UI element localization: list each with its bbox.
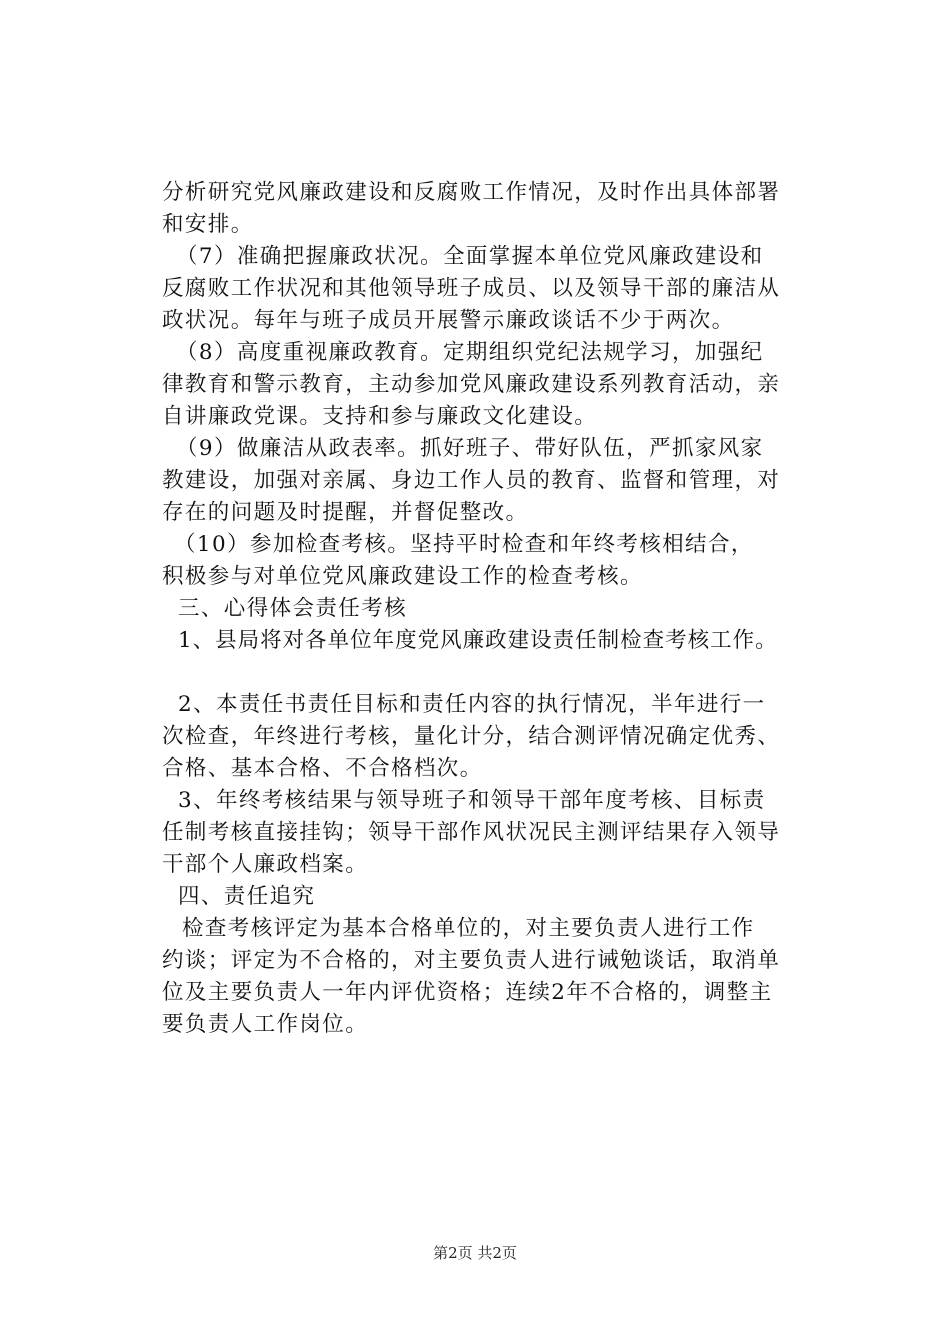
text-line: 要负责人工作岗位。 [162,1012,369,1037]
text-line: （7）准确把握廉政状况。全面掌握本单位党风廉政建设和 [176,244,764,269]
text-line: 任制考核直接挂钩；领导干部作风状况民主测评结果存入领导 [162,820,781,845]
text-line: 检查考核评定为基本合格单位的，对主要负责人进行工作 [182,916,755,941]
text-line: 3、年终考核结果与领导班子和领导干部年度考核、目标责 [178,788,766,813]
text-line: 政状况。每年与班子成员开展警示廉政谈话不少于两次。 [162,308,735,333]
text-line: 合格、基本合格、不合格档次。 [162,756,483,781]
section-heading: 三、心得体会责任考核 [178,596,408,621]
text-line: （10）参加检查考核。坚持平时检查和年终考核相结合， [174,532,754,557]
text-line: 教建设，加强对亲属、身边工作人员的教育、监督和管理，对 [162,468,781,493]
text-line: 干部个人廉政档案。 [162,852,369,877]
page-number-footer: 第2页 共2页 [433,1244,517,1262]
text-line: 次检查，年终进行考核，量化计分，结合测评情况确定优秀、 [162,724,781,749]
text-line: （9）做廉洁从政表率。抓好班子、带好队伍，严抓家风家 [176,436,764,461]
text-line: 自讲廉政党课。支持和参与廉政文化建设。 [162,404,598,429]
text-line: 1、县局将对各单位年度党风廉政建设责任制检查考核工作。 [178,628,778,653]
text-line: 积极参与对单位党风廉政建设工作的检查考核。 [162,564,643,589]
text-line: 约谈；评定为不合格的，对主要负责人进行诫勉谈话，取消单 [162,948,781,973]
text-line: 分析研究党风廉政建设和反腐败工作情况，及时作出具体部署 [162,180,781,205]
text-line: （8）高度重视廉政教育。定期组织党纪法规学习，加强纪 [176,340,764,365]
text-line: 存在的问题及时提醒，并督促整改。 [162,500,529,525]
section-heading: 四、责任追究 [178,884,316,909]
text-line: 位及主要负责人一年内评优资格；连续2年不合格的，调整主 [162,980,773,1005]
text-line: 2、本责任书责任目标和责任内容的执行情况，半年进行一 [178,692,766,717]
text-line: 和安排。 [162,212,254,237]
text-line: 律教育和警示教育，主动参加党风廉政建设系列教育活动，亲 [162,372,781,397]
text-line: 反腐败工作状况和其他领导班子成员、以及领导干部的廉洁从 [162,276,781,301]
